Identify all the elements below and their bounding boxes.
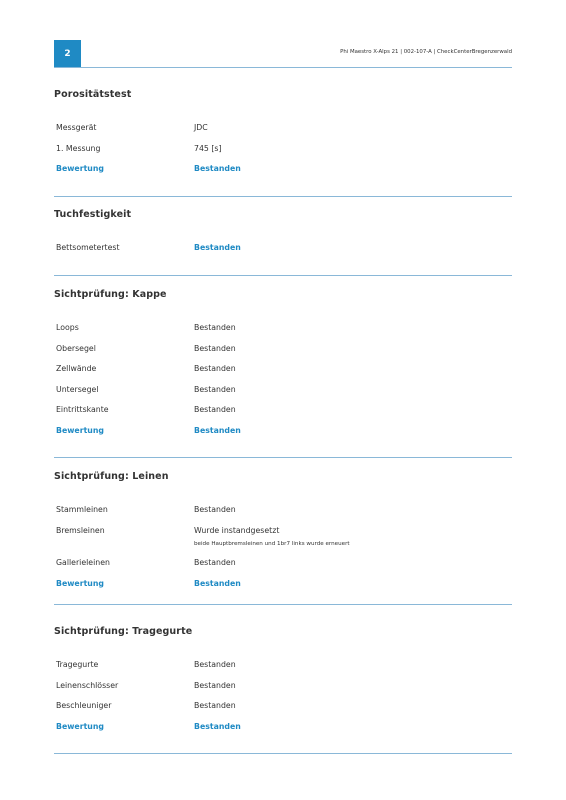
- row-value: Bestanden: [194, 323, 236, 332]
- rating-label: Bewertung: [56, 721, 104, 731]
- section-title: Porositätstest: [54, 89, 132, 100]
- section-divider: [54, 753, 512, 754]
- section-divider: [54, 457, 512, 458]
- section-porositaetstest: [54, 89, 512, 197]
- row-value: Bestanden: [194, 384, 236, 394]
- section-sichtpruefung-leinen: [54, 471, 512, 605]
- row-label: Bettsometertest: [56, 243, 120, 252]
- header-divider: [54, 67, 512, 68]
- page-number-badge: 2: [54, 40, 81, 67]
- row-value: Bestanden: [194, 243, 241, 252]
- table-row: [54, 696, 512, 717]
- row-value: Bestanden: [194, 364, 236, 373]
- row-label: Messgerät: [56, 123, 97, 132]
- row-value: Bestanden: [194, 343, 236, 353]
- row-value: Bestanden: [194, 680, 236, 690]
- row-value: Bestanden: [194, 558, 236, 567]
- table-row: [54, 139, 512, 160]
- rating-value: Bestanden: [194, 578, 241, 588]
- rating-label: Bewertung: [56, 164, 104, 173]
- table-row: [54, 500, 512, 521]
- row-label: Eintrittskante: [56, 405, 109, 414]
- row-label: Untersegel: [56, 384, 99, 394]
- row-label: Bremsleinen: [56, 525, 105, 535]
- rating-row: [54, 421, 512, 442]
- section-tuchfestigkeit: [54, 209, 512, 276]
- row-label: Gallerieleinen: [56, 558, 110, 567]
- table-row: [54, 521, 512, 542]
- section-sichtpruefung-tragegurte: [54, 626, 512, 754]
- row-label: Loops: [56, 323, 79, 332]
- row-label: Tragegurte: [56, 660, 99, 669]
- row-label: Leinenschlösser: [56, 680, 119, 690]
- table-row: [54, 339, 512, 360]
- row-label: Obersegel: [56, 343, 96, 353]
- rating-value: Bestanden: [194, 425, 241, 435]
- rating-value: Bestanden: [194, 721, 241, 731]
- table-row: [54, 553, 512, 574]
- row-value: JDC: [194, 123, 208, 132]
- row-label: 1. Messung: [56, 143, 101, 153]
- section-sichtpruefung-kappe: [54, 289, 512, 458]
- rating-label: Bewertung: [56, 425, 104, 435]
- table-row: [54, 238, 512, 259]
- table-row: [54, 655, 512, 676]
- section-title: Sichtprüfung: Kappe: [54, 289, 167, 300]
- rating-row: [54, 159, 512, 180]
- section-divider: [54, 275, 512, 276]
- row-value: Bestanden: [194, 405, 236, 414]
- document-info: Phi Maestro X-Alps 21 | 002-107-A | CheckCenterBregenzerwald: [340, 49, 512, 55]
- table-row: [54, 400, 512, 421]
- note-text: beide Hauptbremsleinen und 1br7 links wurde erneuert: [194, 541, 350, 547]
- section-divider: [54, 604, 512, 605]
- row-value: Bestanden: [194, 660, 236, 669]
- rating-value: Bestanden: [194, 164, 241, 173]
- section-divider: [54, 196, 512, 197]
- rating-row: [54, 717, 512, 738]
- row-value: Bestanden: [194, 701, 236, 710]
- rating-row: [54, 574, 512, 595]
- table-row: [54, 380, 512, 401]
- rating-label: Bewertung: [56, 578, 104, 588]
- table-row: [54, 118, 512, 139]
- section-title: Sichtprüfung: Leinen: [54, 471, 169, 482]
- section-title: Sichtprüfung: Tragegurte: [54, 626, 193, 637]
- row-label: Zellwände: [56, 364, 97, 373]
- row-note: [54, 541, 512, 553]
- section-title: Tuchfestigkeit: [54, 209, 132, 220]
- row-value: Bestanden: [194, 505, 236, 514]
- row-value: Wurde instandgesetzt: [194, 525, 280, 535]
- table-row: [54, 318, 512, 339]
- row-label: Beschleuniger: [56, 701, 112, 710]
- table-row: [54, 359, 512, 380]
- row-value: 745 [s]: [194, 143, 222, 153]
- row-label: Stammleinen: [56, 505, 108, 514]
- table-row: [54, 676, 512, 697]
